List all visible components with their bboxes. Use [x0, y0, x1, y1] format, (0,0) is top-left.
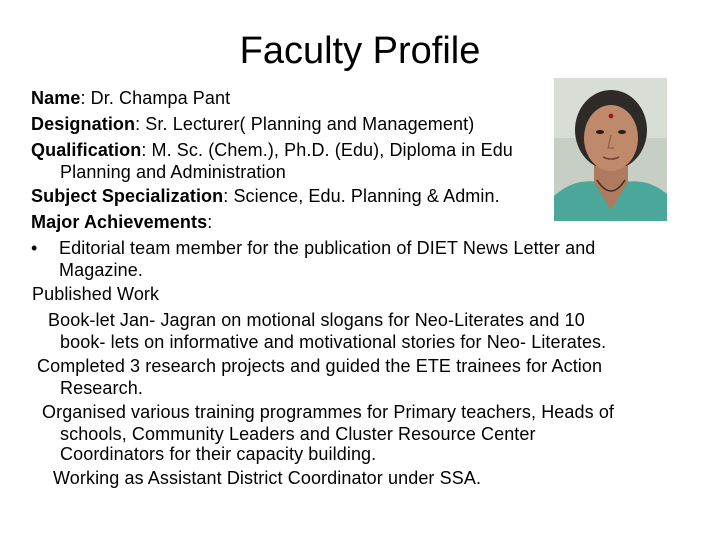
achievement-item [31, 236, 681, 280]
work-item-2-line-2: Research. [60, 378, 143, 398]
specialization-line [31, 184, 681, 208]
qualification-continuation: Planning and Administration [60, 162, 286, 182]
specialization-label: Subject Specialization [31, 186, 224, 206]
specialization-value: : Science, Edu. Planning & Admin. [223, 186, 500, 206]
achievement-line-1: Editorial team member for the publication of DIET News Letter and [59, 238, 596, 258]
work-item-3-line-3: Coordinators for their capacity building. [60, 444, 377, 464]
name-line [31, 86, 681, 110]
designation-label: Designation [31, 114, 136, 134]
qualification-label: Qualification [31, 140, 142, 160]
achievement-line-2: Magazine. [59, 260, 143, 280]
work-item-1-line-2: book- lets on informative and motivational stories for Neo- Literates. [60, 332, 607, 352]
name-label: Name [31, 88, 81, 108]
profile-text [31, 86, 681, 490]
work-item-2-line-1: Completed 3 research projects and guided the ETE trainees for Action [37, 356, 603, 376]
achievements-heading [31, 210, 681, 234]
published-work-heading: Published Work [32, 284, 160, 304]
achievements-label: Major Achievements [31, 212, 208, 232]
work-item-4-line-1: Working as Assistant District Coordinator under SSA. [53, 468, 482, 488]
achievements-colon: : [207, 212, 213, 232]
work-item-3-line-2: schools, Community Leaders and Cluster Resource Center [60, 424, 536, 444]
designation-line [31, 112, 681, 136]
work-item-3-line-1: Organised various training programmes for Primary teachers, Heads of [42, 402, 615, 422]
name-value: : Dr. Champa Pant [80, 88, 231, 108]
work-item-1-line-1: Book-let Jan- Jagran on motional slogans for Neo-Literates and 10 [48, 310, 585, 330]
qualification-line [31, 138, 681, 162]
bullet-icon: • [31, 238, 38, 258]
designation-value: : Sr. Lecturer( Planning and Management) [135, 114, 475, 134]
page-title: Faculty Profile [239, 30, 481, 72]
qualification-value: : M. Sc. (Chem.), Ph.D. (Edu), Diploma in Edu [141, 140, 513, 160]
